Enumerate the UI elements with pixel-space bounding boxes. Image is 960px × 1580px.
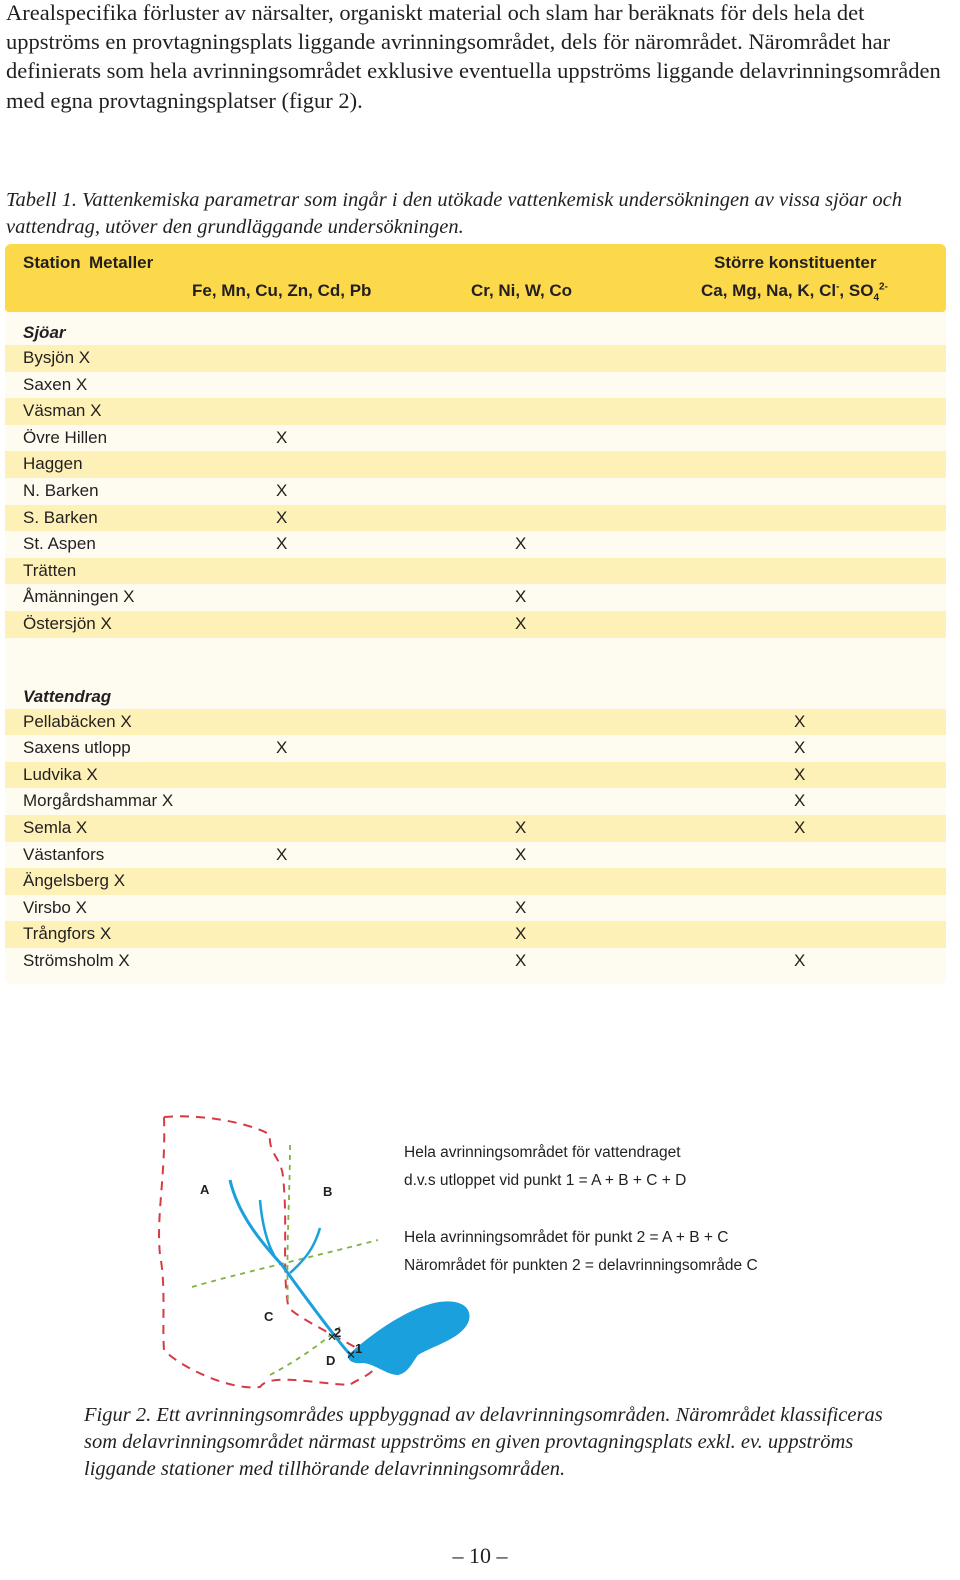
- point-2-marker: ✕: [327, 1330, 338, 1344]
- metals-cr-ni-mark: X: [515, 844, 527, 864]
- table-row: [5, 762, 946, 789]
- figure-caption: Figur 2. Ett avrinningsområdes uppbyggnad av delavrinningsområden. Närområdet klassificeras som delavrinningsområdet närmast uppströms en given provtagningsplats exkl. ev. uppströms liggande stationer med tillhörande delavrinningsområden.: [84, 1404, 883, 1480]
- table-row: [5, 478, 946, 505]
- header-col-fe-mn: Fe, Mn, Cu, Zn, Cd, Pb: [192, 281, 372, 300]
- station-name: Trätten: [23, 560, 77, 580]
- table-row: [5, 372, 946, 399]
- major-constituents-mark: X: [794, 950, 806, 970]
- table-row: [5, 868, 946, 895]
- major-constituents-mark: X: [794, 764, 806, 784]
- station-name: Ängelsberg X: [23, 871, 126, 891]
- label-a: A: [200, 1182, 210, 1197]
- metals-cr-ni-mark: X: [515, 534, 527, 554]
- header-storre-konstituenter: Större konstituenter: [714, 253, 877, 272]
- station-name: Haggen: [23, 454, 83, 474]
- legend-line-3: Hela avrinningsområdet för punkt 2 = A + B + C: [404, 1229, 729, 1246]
- header-metaller: Metaller: [89, 253, 154, 272]
- station-name: Saxens utlopp: [23, 738, 131, 758]
- station-name: Strömsholm X: [23, 950, 130, 970]
- metals-cr-ni-mark: X: [515, 924, 527, 944]
- metals-cr-ni-mark: X: [515, 587, 527, 607]
- station-name: Morgårdshammar X: [23, 791, 174, 811]
- table-row: [5, 611, 946, 638]
- header-col-cr-ni: Cr, Ni, W, Co: [471, 281, 573, 300]
- station-name: Trångfors X: [23, 924, 112, 944]
- section-heading: Vattendrag: [23, 686, 112, 706]
- table-row: [5, 735, 946, 762]
- metals-fe-mn-mark: X: [276, 480, 288, 500]
- station-name: Pellabäcken X: [23, 711, 132, 731]
- river-tributary-2: [290, 1228, 320, 1273]
- legend-line-1: Hela avrinningsområdet för vattendraget: [404, 1144, 681, 1161]
- station-name: Östersjön X: [23, 613, 112, 633]
- metals-cr-ni-mark: X: [515, 613, 527, 633]
- table-row: [5, 558, 946, 585]
- major-constituents-mark: X: [794, 738, 806, 758]
- table-row: [5, 531, 946, 558]
- table-row: [5, 584, 946, 611]
- major-constituents-mark: X: [794, 817, 806, 837]
- major-constituents-mark: X: [794, 711, 806, 731]
- metals-fe-mn-mark: X: [276, 738, 288, 758]
- point-1-marker: ✕: [346, 1348, 357, 1362]
- station-name: Ludvika X: [23, 764, 98, 784]
- table-row: [5, 948, 946, 975]
- table-row: [5, 425, 946, 452]
- station-name: S. Barken: [23, 507, 98, 527]
- table-caption: Tabell 1. Vattenkemiska parametrar som ingår i den utökade vattenkemisk undersökningen av vissa sjöar och vattendrag, utöver den grundläggande undersökningen.: [6, 189, 902, 238]
- table-row: [5, 709, 946, 736]
- metals-cr-ni-mark: X: [515, 950, 527, 970]
- label-b: B: [323, 1184, 333, 1199]
- parameter-table: [5, 244, 946, 984]
- point-2-label: 2: [334, 1325, 342, 1340]
- legend-line-2: d.v.s utloppet vid punkt 1 = A + B + C + D: [404, 1172, 687, 1189]
- table-row: [5, 398, 946, 425]
- table-row: [5, 345, 946, 372]
- station-name: Semla X: [23, 817, 88, 837]
- station-name: Övre Hillen: [23, 427, 108, 447]
- point-1-label: 1: [355, 1341, 363, 1356]
- station-name: Väsman X: [23, 401, 102, 421]
- station-name: N. Barken: [23, 480, 99, 500]
- page-number: – 10 –: [452, 1543, 508, 1568]
- metals-fe-mn-mark: X: [276, 507, 288, 527]
- header-station: Station: [23, 253, 81, 272]
- subcatchment-boundary-ab: [287, 1145, 290, 1305]
- station-name: Västanfors: [23, 844, 105, 864]
- station-name: St. Aspen: [23, 534, 96, 554]
- section-heading: Sjöar: [23, 323, 66, 342]
- table-body: [5, 312, 946, 984]
- label-d: D: [326, 1353, 336, 1368]
- table-row: [5, 921, 946, 948]
- metals-fe-mn-mark: X: [276, 844, 288, 864]
- label-c: C: [264, 1309, 274, 1324]
- metals-cr-ni-mark: X: [515, 897, 527, 917]
- table-bottom-padding: [5, 974, 946, 984]
- table-row: [5, 788, 946, 815]
- intro-paragraph: Arealspecifika förluster av närsalter, organiskt material och slam har beräknats för dels hela det uppströms en provtagningsplats liggande avrinningsområdet, dels för närområdet. Närområdet har definierats som hela avrinningsområdet exklusive eventuella uppströms liggande delavrinningsområden med egna provtagningsplatser (figur 2).: [6, 0, 941, 113]
- table-row: [5, 451, 946, 478]
- header-col-ca-mg: Ca, Mg, Na, K, Cl-, $SO_4^{2-}$: [701, 281, 888, 304]
- station-name: Virsbo X: [23, 897, 87, 917]
- table-row: [5, 895, 946, 922]
- section-gap: [5, 638, 946, 676]
- table-header: [5, 244, 946, 312]
- table-row: [5, 505, 946, 532]
- legend-line-4: Närområdet för punkten 2 = delavrinningsområde C: [404, 1257, 758, 1274]
- metals-fe-mn-mark: X: [276, 534, 288, 554]
- major-constituents-mark: X: [794, 791, 806, 811]
- metals-cr-ni-mark: X: [515, 817, 527, 837]
- table-row: [5, 842, 946, 869]
- metals-fe-mn-mark: X: [276, 427, 288, 447]
- lake: [348, 1301, 470, 1375]
- station-name: Bysjön X: [23, 348, 91, 367]
- station-name: Saxen X: [23, 374, 88, 394]
- table-row: [5, 815, 946, 842]
- station-name: Åmänningen X: [23, 587, 135, 607]
